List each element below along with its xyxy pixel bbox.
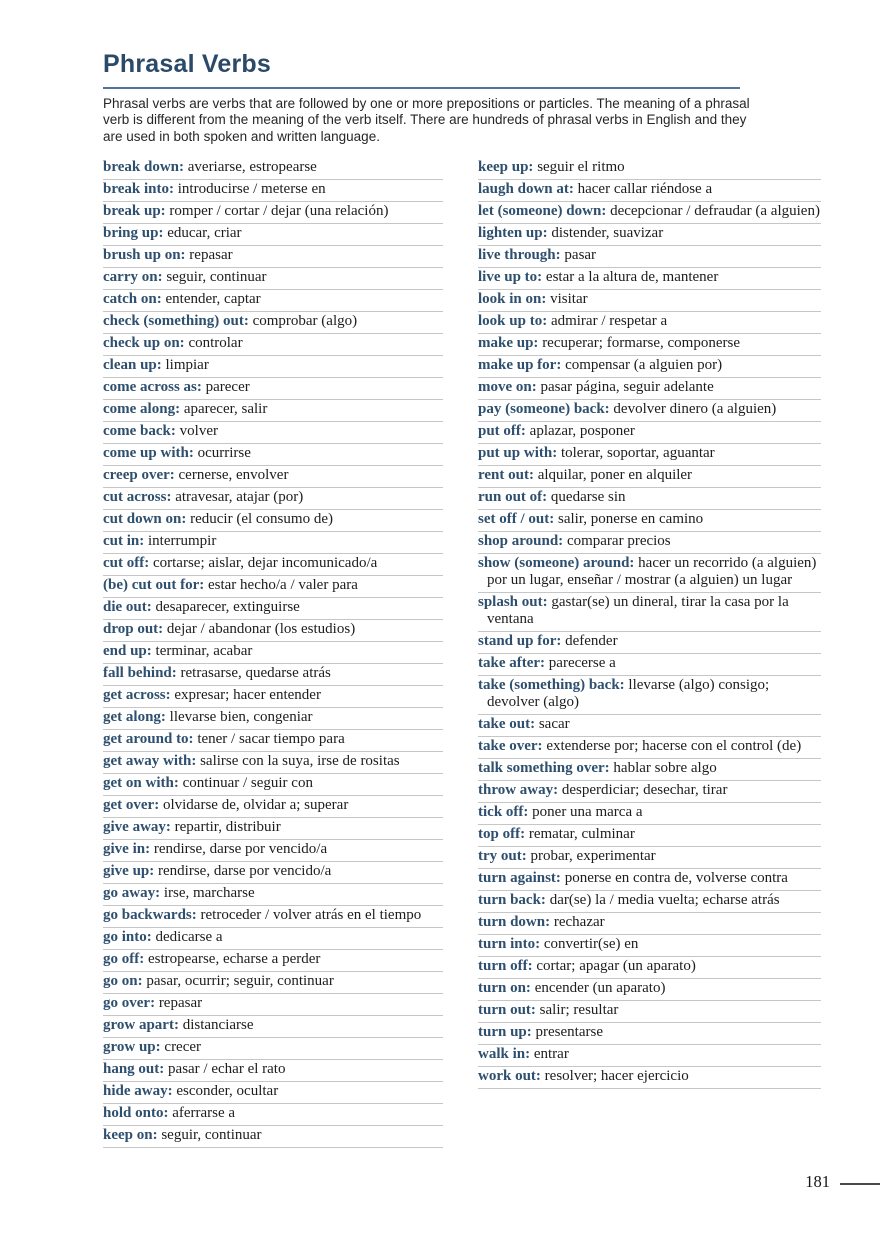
phrasal-verb-term: look up to: bbox=[478, 312, 548, 329]
phrasal-verb-term: give up: bbox=[103, 862, 155, 879]
phrasal-verb-definition: crecer bbox=[160, 1038, 202, 1055]
phrasal-verb-entry bbox=[103, 1060, 443, 1082]
phrasal-verb-definition: averiarse, estropearse bbox=[184, 158, 317, 175]
right-column bbox=[478, 158, 821, 1148]
phrasal-verb-term: turn out: bbox=[478, 1001, 536, 1018]
phrasal-verb-definition: repasar bbox=[155, 994, 203, 1011]
phrasal-verb-definition: comprobar (algo) bbox=[248, 312, 358, 329]
phrasal-verb-term: go into: bbox=[103, 928, 152, 945]
phrasal-verb-term: check up on: bbox=[103, 334, 185, 351]
phrasal-verb-definition: parecer bbox=[201, 378, 250, 395]
phrasal-verb-definition: tolerar, soportar, aguantar bbox=[557, 444, 715, 461]
phrasal-verb-definition: llevarse (algo) consigo; devolver (algo) bbox=[487, 676, 770, 710]
phrasal-verb-term: fall behind: bbox=[103, 664, 177, 681]
phrasal-verb-definition: presentarse bbox=[531, 1023, 603, 1040]
phrasal-verb-term: get away with: bbox=[103, 752, 197, 769]
phrasal-verb-definition: gastar(se) un dineral, tirar la casa por la ventana bbox=[487, 593, 789, 627]
phrasal-verb-term: take over: bbox=[478, 737, 543, 754]
phrasal-verb-definition: esconder, ocultar bbox=[172, 1082, 279, 1099]
phrasal-verb-entry bbox=[478, 1045, 821, 1067]
phrasal-verb-entry bbox=[478, 737, 821, 759]
phrasal-verb-term: talk something over: bbox=[478, 759, 610, 776]
phrasal-verb-definition: pasar página, seguir adelante bbox=[536, 378, 714, 395]
phrasal-verb-term: get on with: bbox=[103, 774, 179, 791]
phrasal-verb-definition: desaparecer, extinguirse bbox=[151, 598, 300, 615]
phrasal-verb-definition: irse, marcharse bbox=[160, 884, 255, 901]
phrasal-verb-entry bbox=[478, 654, 821, 676]
phrasal-verb-term: (be) cut out for: bbox=[103, 576, 205, 593]
phrasal-verb-definition: rendirse, darse por vencido/a bbox=[154, 862, 332, 879]
phrasal-verb-term: cut across: bbox=[103, 488, 172, 505]
phrasal-verb-term: rent out: bbox=[478, 466, 534, 483]
phrasal-verb-term: go on: bbox=[103, 972, 143, 989]
phrasal-verb-definition: interrumpir bbox=[144, 532, 217, 549]
phrasal-verb-entry bbox=[478, 554, 821, 593]
phrasal-verb-term: go over: bbox=[103, 994, 156, 1011]
phrasal-verb-definition: desperdiciar; desechar, tirar bbox=[558, 781, 728, 798]
phrasal-verb-entry bbox=[478, 202, 821, 224]
phrasal-verb-entry bbox=[103, 708, 443, 730]
phrasal-verb-term: go away: bbox=[103, 884, 161, 901]
phrasal-verb-definition: aplazar, posponer bbox=[525, 422, 635, 439]
phrasal-verb-definition: defender bbox=[561, 632, 618, 649]
phrasal-verb-entry bbox=[478, 935, 821, 957]
phrasal-verb-term: give away: bbox=[103, 818, 171, 835]
phrasal-verb-definition: recuperar; formarse, componerse bbox=[538, 334, 740, 351]
phrasal-verb-entry bbox=[103, 840, 443, 862]
phrasal-verb-definition: encender (un aparato) bbox=[530, 979, 666, 996]
phrasal-verb-definition: probar, experimentar bbox=[526, 847, 656, 864]
phrasal-verb-entry bbox=[103, 1126, 443, 1148]
phrasal-verb-entry bbox=[478, 158, 821, 180]
phrasal-verb-entry bbox=[478, 488, 821, 510]
phrasal-verb-definition: seguir, continuar bbox=[157, 1126, 262, 1143]
phrasal-verb-term: turn on: bbox=[478, 979, 531, 996]
phrasal-verb-definition: dar(se) la / media vuelta; echarse atrás bbox=[545, 891, 780, 908]
phrasal-verb-entry bbox=[103, 664, 443, 686]
phrasal-verb-definition: volver bbox=[175, 422, 218, 439]
phrasal-verb-definition: pasar / echar el rato bbox=[164, 1060, 286, 1077]
phrasal-verb-definition: seguir el ritmo bbox=[533, 158, 625, 175]
phrasal-verb-entry bbox=[478, 400, 821, 422]
phrasal-verb-term: pay (someone) back: bbox=[478, 400, 610, 417]
page-footer bbox=[805, 1172, 880, 1192]
phrasal-verb-term: hold onto: bbox=[103, 1104, 169, 1121]
phrasal-verb-term: turn into: bbox=[478, 935, 541, 952]
phrasal-verb-term: bring up: bbox=[103, 224, 164, 241]
phrasal-verb-entry bbox=[478, 466, 821, 488]
phrasal-verb-entry bbox=[478, 290, 821, 312]
phrasal-verb-term: cut down on: bbox=[103, 510, 187, 527]
phrasal-verb-entry bbox=[478, 979, 821, 1001]
phrasal-verb-definition: extenderse por; hacerse con el control (de) bbox=[542, 737, 802, 754]
phrasal-verb-entry bbox=[103, 730, 443, 752]
phrasal-verb-entry bbox=[103, 598, 443, 620]
phrasal-verb-entry bbox=[103, 334, 443, 356]
phrasal-verb-entry bbox=[103, 774, 443, 796]
phrasal-verb-entry bbox=[478, 378, 821, 400]
phrasal-verb-term: throw away: bbox=[478, 781, 559, 798]
phrasal-verb-term: cut in: bbox=[103, 532, 145, 549]
phrasal-verb-definition: estropearse, echarse a perder bbox=[144, 950, 321, 967]
phrasal-verb-term: laugh down at: bbox=[478, 180, 574, 197]
phrasal-verb-definition: repartir, distribuir bbox=[170, 818, 281, 835]
phrasal-verb-definition: salirse con la suya, irse de rositas bbox=[196, 752, 400, 769]
phrasal-verb-term: make up for: bbox=[478, 356, 562, 373]
phrasal-verb-entry bbox=[478, 676, 821, 715]
phrasal-verb-entry bbox=[478, 224, 821, 246]
phrasal-verb-entry bbox=[478, 869, 821, 891]
phrasal-verb-entry bbox=[103, 532, 443, 554]
phrasal-verb-definition: pasar bbox=[560, 246, 597, 263]
phrasal-verb-term: take after: bbox=[478, 654, 546, 671]
phrasal-verb-definition: salir; resultar bbox=[535, 1001, 619, 1018]
phrasal-verb-entry bbox=[103, 268, 443, 290]
phrasal-verb-definition: introducirse / meterse en bbox=[173, 180, 326, 197]
phrasal-verb-definition: cortar; apagar (un aparato) bbox=[532, 957, 696, 974]
phrasal-verb-entry bbox=[103, 202, 443, 224]
phrasal-verb-entry bbox=[478, 180, 821, 202]
phrasal-verb-entry bbox=[103, 884, 443, 906]
phrasal-verb-term: hide away: bbox=[103, 1082, 173, 1099]
phrasal-verb-definition: comparar precios bbox=[563, 532, 671, 549]
phrasal-verb-entry bbox=[478, 759, 821, 781]
phrasal-verb-definition: rendirse, darse por vencido/a bbox=[150, 840, 328, 857]
phrasal-verb-term: come across as: bbox=[103, 378, 202, 395]
phrasal-verb-entry bbox=[103, 422, 443, 444]
phrasal-verb-entry bbox=[103, 620, 443, 642]
phrasal-verb-term: put up with: bbox=[478, 444, 558, 461]
phrasal-verb-term: run out of: bbox=[478, 488, 548, 505]
phrasal-verb-entry bbox=[103, 356, 443, 378]
phrasal-verb-term: break up: bbox=[103, 202, 166, 219]
phrasal-verb-entry bbox=[103, 752, 443, 774]
phrasal-verb-term: go backwards: bbox=[103, 906, 197, 923]
phrasal-verb-definition: salir, ponerse en camino bbox=[554, 510, 704, 527]
phrasal-verb-term: take (something) back: bbox=[478, 676, 625, 693]
phrasal-verb-term: cut off: bbox=[103, 554, 150, 571]
phrasal-verb-term: take out: bbox=[478, 715, 536, 732]
footer-rule bbox=[840, 1183, 880, 1185]
phrasal-verb-term: try out: bbox=[478, 847, 527, 864]
phrasal-verb-term: walk in: bbox=[478, 1045, 531, 1062]
phrasal-verb-term: turn back: bbox=[478, 891, 546, 908]
phrasal-verb-definition: hacer callar riéndose a bbox=[573, 180, 713, 197]
phrasal-verb-entry bbox=[478, 444, 821, 466]
phrasal-verb-term: move on: bbox=[478, 378, 537, 395]
phrasal-verb-definition: repasar bbox=[185, 246, 233, 263]
phrasal-verb-entry bbox=[103, 1104, 443, 1126]
phrasal-verb-definition: dejar / abandonar (los estudios) bbox=[163, 620, 356, 637]
phrasal-verb-definition: ponerse en contra de, volverse contra bbox=[560, 869, 788, 886]
phrasal-verb-entry bbox=[103, 246, 443, 268]
phrasal-verb-definition: quedarse sin bbox=[547, 488, 626, 505]
phrasal-verb-definition: hacer un recorrido (a alguien) por un lugar, enseñar / mostrar (a alguien) un lugar bbox=[487, 554, 817, 588]
phrasal-verb-entry bbox=[478, 632, 821, 654]
phrasal-verb-entry bbox=[103, 862, 443, 884]
phrasal-verb-entry bbox=[103, 972, 443, 994]
phrasal-verb-term: come along: bbox=[103, 400, 181, 417]
phrasal-verb-entry bbox=[478, 803, 821, 825]
phrasal-verb-entry bbox=[103, 1038, 443, 1060]
phrasal-verb-entry bbox=[478, 532, 821, 554]
phrasal-verb-definition: resolver; hacer ejercicio bbox=[540, 1067, 689, 1084]
phrasal-verb-term: make up: bbox=[478, 334, 539, 351]
phrasal-verb-definition: poner una marca a bbox=[528, 803, 643, 820]
phrasal-verb-term: turn up: bbox=[478, 1023, 532, 1040]
page-number: 181 bbox=[805, 1172, 830, 1191]
phrasal-verb-entry bbox=[103, 378, 443, 400]
phrasal-verb-entry bbox=[103, 400, 443, 422]
phrasal-verb-term: shop around: bbox=[478, 532, 564, 549]
phrasal-verb-entry bbox=[103, 906, 443, 928]
phrasal-verb-entry bbox=[103, 576, 443, 598]
phrasal-verb-entry bbox=[103, 444, 443, 466]
phrasal-verb-entry bbox=[103, 994, 443, 1016]
phrasal-verb-entry bbox=[478, 334, 821, 356]
phrasal-verb-term: grow apart: bbox=[103, 1016, 179, 1033]
phrasal-verb-term: live up to: bbox=[478, 268, 543, 285]
phrasal-verb-definition: cortarse; aislar, dejar incomunicado/a bbox=[149, 554, 378, 571]
phrasal-verb-definition: alquilar, poner en alquiler bbox=[533, 466, 693, 483]
phrasal-verb-entry bbox=[478, 781, 821, 803]
phrasal-verb-term: die out: bbox=[103, 598, 152, 615]
phrasal-verb-term: break down: bbox=[103, 158, 184, 175]
phrasal-verb-definition: cernerse, envolver bbox=[174, 466, 289, 483]
phrasal-verb-entry bbox=[478, 593, 821, 632]
phrasal-verb-definition: romper / cortar / dejar (una relación) bbox=[165, 202, 389, 219]
phrasal-verb-term: get across: bbox=[103, 686, 171, 703]
phrasal-verb-entry bbox=[103, 642, 443, 664]
phrasal-verb-term: set off / out: bbox=[478, 510, 555, 527]
phrasal-verb-definition: rechazar bbox=[550, 913, 605, 930]
phrasal-verb-term: get over: bbox=[103, 796, 160, 813]
phrasal-verb-entry bbox=[103, 290, 443, 312]
phrasal-verb-definition: estar a la altura de, mantener bbox=[542, 268, 719, 285]
page-content bbox=[103, 50, 821, 1148]
phrasal-verb-entry bbox=[478, 246, 821, 268]
phrasal-verb-entry bbox=[103, 554, 443, 576]
phrasal-verb-term: work out: bbox=[478, 1067, 541, 1084]
phrasal-verb-definition: seguir, continuar bbox=[162, 268, 267, 285]
phrasal-verb-definition: retrasarse, quedarse atrás bbox=[176, 664, 331, 681]
phrasal-verb-definition: educar, criar bbox=[163, 224, 242, 241]
phrasal-verb-definition: limpiar bbox=[161, 356, 209, 373]
phrasal-verb-entry bbox=[478, 847, 821, 869]
phrasal-verb-term: carry on: bbox=[103, 268, 163, 285]
phrasal-verb-entry bbox=[103, 224, 443, 246]
phrasal-verb-term: come up with: bbox=[103, 444, 194, 461]
phrasal-verb-term: look in on: bbox=[478, 290, 547, 307]
phrasal-verb-definition: devolver dinero (a alguien) bbox=[609, 400, 777, 417]
phrasal-verb-term: brush up on: bbox=[103, 246, 186, 263]
phrasal-verb-entry bbox=[103, 312, 443, 334]
phrasal-verb-term: get along: bbox=[103, 708, 166, 725]
phrasal-verb-definition: ocurrirse bbox=[193, 444, 251, 461]
phrasal-verb-entry bbox=[478, 268, 821, 290]
phrasal-verb-term: lighten up: bbox=[478, 224, 548, 241]
phrasal-verb-definition: dedicarse a bbox=[151, 928, 223, 945]
phrasal-verb-entry bbox=[478, 510, 821, 532]
intro-paragraph: Phrasal verbs are verbs that are followed by one or more prepositions or particles. The meaning of a phrasal verb is different from the meaning of the verb itself. There are hundreds of phrasal verbs in English and they are used in both spoken and written language. bbox=[103, 96, 750, 144]
phrasal-verb-definition: expresar; hacer entender bbox=[170, 686, 321, 703]
phrasal-verb-term: check (something) out: bbox=[103, 312, 249, 329]
phrasal-verb-term: clean up: bbox=[103, 356, 162, 373]
phrasal-verb-definition: reducir (el consumo de) bbox=[186, 510, 333, 527]
phrasal-verb-definition: continuar / seguir con bbox=[178, 774, 313, 791]
phrasal-verb-entry bbox=[103, 510, 443, 532]
phrasal-verb-definition: terminar, acabar bbox=[151, 642, 253, 659]
phrasal-verb-term: live through: bbox=[478, 246, 561, 263]
phrasal-verb-entry bbox=[103, 466, 443, 488]
phrasal-verb-definition: entender, captar bbox=[161, 290, 261, 307]
phrasal-verb-term: catch on: bbox=[103, 290, 162, 307]
phrasal-verb-definition: compensar (a alguien por) bbox=[561, 356, 723, 373]
phrasal-verb-definition: llevarse bien, congeniar bbox=[165, 708, 313, 725]
phrasal-verb-entry bbox=[478, 891, 821, 913]
phrasal-verb-entry bbox=[103, 686, 443, 708]
phrasal-verb-entry bbox=[103, 1082, 443, 1104]
phrasal-verb-definition: decepcionar / defraudar (a alguien) bbox=[606, 202, 820, 219]
phrasal-verb-entry bbox=[103, 158, 443, 180]
phrasal-verb-entry bbox=[478, 422, 821, 444]
phrasal-verb-term: come back: bbox=[103, 422, 176, 439]
phrasal-verb-entry bbox=[478, 913, 821, 935]
phrasal-verb-term: give in: bbox=[103, 840, 151, 857]
left-column bbox=[103, 158, 443, 1148]
phrasal-verb-entry bbox=[478, 715, 821, 737]
page-title: Phrasal Verbs bbox=[103, 50, 740, 89]
phrasal-verb-term: stand up for: bbox=[478, 632, 562, 649]
phrasal-verb-entry bbox=[478, 312, 821, 334]
phrasal-verb-entry bbox=[103, 928, 443, 950]
phrasal-verb-term: keep up: bbox=[478, 158, 534, 175]
phrasal-verb-term: tick off: bbox=[478, 803, 529, 820]
phrasal-verb-definition: convertir(se) en bbox=[540, 935, 639, 952]
phrasal-verb-definition: retroceder / volver atrás en el tiempo bbox=[196, 906, 422, 923]
phrasal-verb-entry bbox=[103, 818, 443, 840]
phrasal-verb-term: get around to: bbox=[103, 730, 194, 747]
phrasal-verb-entry bbox=[478, 957, 821, 979]
phrasal-verbs-list bbox=[103, 158, 821, 1148]
phrasal-verb-entry bbox=[103, 950, 443, 972]
phrasal-verb-term: splash out: bbox=[478, 593, 548, 610]
phrasal-verb-definition: estar hecho/a / valer para bbox=[204, 576, 358, 593]
phrasal-verb-entry bbox=[478, 356, 821, 378]
phrasal-verb-entry bbox=[103, 488, 443, 510]
phrasal-verb-term: break into: bbox=[103, 180, 174, 197]
phrasal-verb-term: top off: bbox=[478, 825, 526, 842]
phrasal-verb-definition: aferrarse a bbox=[168, 1104, 236, 1121]
phrasal-verb-entry bbox=[478, 825, 821, 847]
phrasal-verb-definition: atravesar, atajar (por) bbox=[171, 488, 304, 505]
phrasal-verb-definition: controlar bbox=[184, 334, 243, 351]
phrasal-verb-term: turn off: bbox=[478, 957, 533, 974]
phrasal-verb-term: end up: bbox=[103, 642, 152, 659]
phrasal-verb-term: grow up: bbox=[103, 1038, 161, 1055]
phrasal-verb-entry bbox=[478, 1001, 821, 1023]
phrasal-verb-definition: hablar sobre algo bbox=[609, 759, 717, 776]
phrasal-verb-entry bbox=[103, 1016, 443, 1038]
phrasal-verb-definition: parecerse a bbox=[545, 654, 616, 671]
phrasal-verb-definition: tener / sacar tiempo para bbox=[193, 730, 345, 747]
phrasal-verb-definition: distanciarse bbox=[178, 1016, 254, 1033]
phrasal-verb-entry bbox=[103, 180, 443, 202]
phrasal-verb-entry bbox=[103, 796, 443, 818]
phrasal-verb-term: keep on: bbox=[103, 1126, 158, 1143]
phrasal-verb-term: turn against: bbox=[478, 869, 561, 886]
phrasal-verb-term: put off: bbox=[478, 422, 526, 439]
phrasal-verb-term: show (someone) around: bbox=[478, 554, 635, 571]
phrasal-verb-term: let (someone) down: bbox=[478, 202, 607, 219]
phrasal-verb-term: turn down: bbox=[478, 913, 551, 930]
phrasal-verb-definition: distender, suavizar bbox=[547, 224, 664, 241]
phrasal-verb-entry bbox=[478, 1067, 821, 1089]
phrasal-verb-term: hang out: bbox=[103, 1060, 165, 1077]
phrasal-verb-definition: visitar bbox=[546, 290, 588, 307]
phrasal-verb-term: go off: bbox=[103, 950, 145, 967]
phrasal-verb-definition: sacar bbox=[535, 715, 570, 732]
phrasal-verb-definition: rematar, culminar bbox=[525, 825, 635, 842]
phrasal-verb-definition: entrar bbox=[530, 1045, 569, 1062]
phrasal-verb-definition: aparecer, salir bbox=[180, 400, 268, 417]
phrasal-verb-definition: olvidarse de, olvidar a; superar bbox=[159, 796, 349, 813]
phrasal-verb-definition: admirar / respetar a bbox=[547, 312, 668, 329]
phrasal-verb-term: creep over: bbox=[103, 466, 175, 483]
phrasal-verb-definition: pasar, ocurrir; seguir, continuar bbox=[142, 972, 334, 989]
phrasal-verb-term: drop out: bbox=[103, 620, 164, 637]
phrasal-verb-entry bbox=[478, 1023, 821, 1045]
